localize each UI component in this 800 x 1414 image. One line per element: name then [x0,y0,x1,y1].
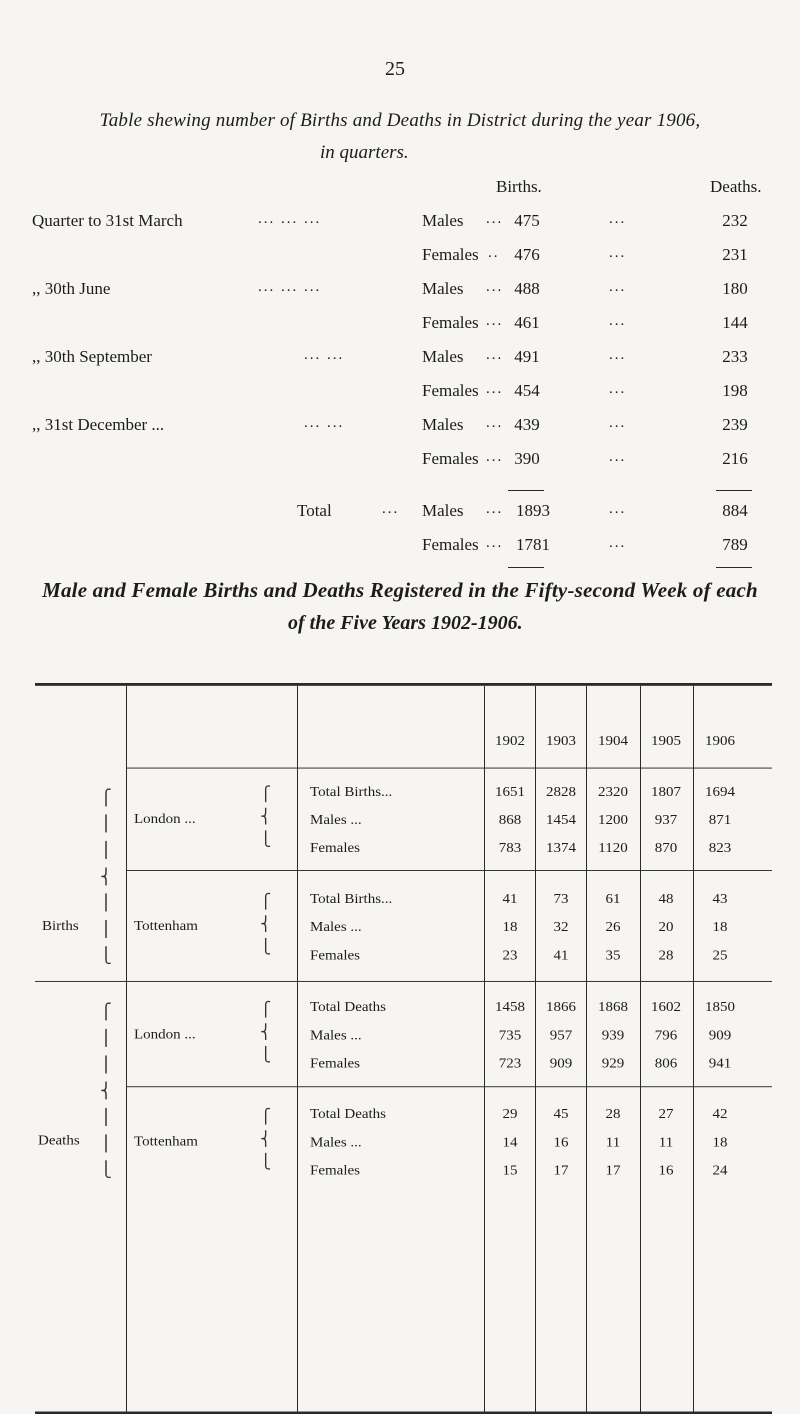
leader-dots: ... [486,347,503,364]
deaths-total: 789 [705,535,765,555]
quarter-label: Quarter to 31st March [32,211,183,231]
row-label: Females [310,948,360,964]
value-cell: 1458 [485,1000,535,1016]
births-value: 475 [497,211,557,231]
place-label: Tottenham [134,919,198,935]
value-cell: 1694 [695,785,745,801]
leader-dots: ... [486,415,503,432]
births-value: 439 [497,415,557,435]
births-value: 488 [497,279,557,299]
brace-icon: ⎧ ⎨ ⎩ [260,784,271,852]
leader-dots: ... [609,415,626,432]
column-line [297,686,298,1412]
value-cell: 1651 [485,785,535,801]
row-label: Females [310,841,360,857]
sex-label: Females [422,449,479,469]
value-cell: 41 [536,948,586,964]
leader-dots: ... [609,501,626,518]
births-value: 454 [497,381,557,401]
brace-icon: ⎧ ⎨ ⎩ [260,999,271,1067]
leader-dots: ... ... ... [258,279,321,296]
table2-title: Male and Female Births and Deaths Registered in the Fifty-second Week of each [0,578,800,603]
row-label: Total Deaths [310,1000,386,1016]
sex-label: Males [422,211,464,231]
value-cell: 43 [695,892,745,908]
row-label: Females [310,1056,360,1072]
value-cell: 937 [641,813,691,829]
value-cell: 723 [485,1056,535,1072]
table1-subtitle: in quarters. [320,142,409,164]
deaths-value: 239 [705,415,765,435]
value-cell: 17 [588,1163,638,1179]
year-header: 1906 [695,734,745,750]
leader-dots: ... [609,347,626,364]
row-separator [126,1086,772,1087]
total-label: Total [297,501,332,521]
value-cell: 1850 [695,1000,745,1016]
value-cell: 11 [641,1135,691,1151]
value-cell: 796 [641,1028,691,1044]
births-total: 1781 [503,535,563,555]
value-cell: 16 [536,1135,586,1151]
deaths-value: 198 [705,381,765,401]
deaths-value: 232 [705,211,765,231]
value-cell: 41 [485,892,535,908]
sex-label: Females [422,245,479,265]
value-cell: 1807 [641,785,691,801]
births-value: 461 [497,313,557,333]
leader-dots: ... [382,501,399,518]
sex-label: Males [422,501,464,521]
value-cell: 909 [536,1056,586,1072]
leader-dots: ... [609,211,626,228]
value-cell: 18 [695,920,745,936]
leader-dots: ... [609,245,626,262]
leader-dots: ... [609,449,626,466]
category-label: Deaths [38,1133,80,1149]
leader-dots: .. [488,245,500,262]
value-cell: 73 [536,892,586,908]
value-cell: 45 [536,1107,586,1123]
row-label: Males ... [310,813,362,829]
leader-dots: ... [486,501,503,518]
row-label: Males ... [310,1135,362,1151]
table-top-rule [35,683,772,686]
leader-dots: ... ... [304,347,344,364]
leader-dots: ... [609,381,626,398]
deaths-value: 233 [705,347,765,367]
value-cell: 871 [695,813,745,829]
deaths-header: Deaths. [710,177,761,197]
sex-label: Females [422,535,479,555]
sex-label: Males [422,279,464,299]
leader-dots: ... ... [304,415,344,432]
value-cell: 18 [485,920,535,936]
deaths-value: 216 [705,449,765,469]
row-label: Total Births... [310,892,392,908]
leader-dots: ... [486,313,503,330]
brace-icon: ⎧ ⎨ ⎩ [260,1106,271,1174]
births-value: 390 [497,449,557,469]
value-cell: 868 [485,813,535,829]
sex-label: Females [422,313,479,333]
brace-icon: ⎧ ⎪ ⎪ ⎨ ⎪ ⎪ ⎩ [100,1000,112,1184]
value-cell: 18 [695,1135,745,1151]
weekly-table [0,41,800,1353]
leader-dots: ... [609,279,626,296]
row-label: Females [310,1163,360,1179]
value-cell: 735 [485,1028,535,1044]
value-cell: 23 [485,948,535,964]
value-cell: 1868 [588,1000,638,1016]
value-cell: 14 [485,1135,535,1151]
row-separator [35,981,772,982]
value-cell: 939 [588,1028,638,1044]
column-line [586,686,587,1412]
value-cell: 941 [695,1056,745,1072]
sex-label: Males [422,415,464,435]
value-cell: 15 [485,1163,535,1179]
leader-dots: ... [486,381,503,398]
value-cell: 20 [641,920,691,936]
value-cell: 1120 [588,841,638,857]
births-total: 1893 [503,501,563,521]
place-label: London ... [134,1027,196,1043]
value-cell: 823 [695,841,745,857]
value-cell: 783 [485,841,535,857]
value-cell: 11 [588,1135,638,1151]
value-cell: 1602 [641,1000,691,1016]
value-cell: 42 [695,1107,745,1123]
quarter-label: ,, 31st December ... [32,415,164,435]
header-rule [126,768,772,769]
value-cell: 27 [641,1107,691,1123]
value-cell: 870 [641,841,691,857]
column-line [693,686,694,1412]
leader-dots: ... [486,449,503,466]
value-cell: 1200 [588,813,638,829]
place-label: Tottenham [134,1134,198,1150]
row-label: Males ... [310,920,362,936]
table2-subtitle: of the Five Years 1902-1906. [288,612,523,635]
column-line [126,686,127,1412]
row-label: Total Deaths [310,1107,386,1123]
deaths-total: 884 [705,501,765,521]
value-cell: 28 [641,948,691,964]
value-cell: 1866 [536,1000,586,1016]
year-header: 1903 [536,734,586,750]
deaths-value: 180 [705,279,765,299]
sex-label: Males [422,347,464,367]
value-cell: 48 [641,892,691,908]
leader-dots: ... [486,279,503,296]
value-cell: 24 [695,1163,745,1179]
leader-dots: ... [609,313,626,330]
brace-icon: ⎧ ⎪ ⎪ ⎨ ⎪ ⎪ ⎩ [100,785,112,969]
births-value: 491 [497,347,557,367]
row-separator [126,870,772,871]
value-cell: 32 [536,920,586,936]
year-header: 1902 [485,734,535,750]
value-cell: 61 [588,892,638,908]
value-cell: 957 [536,1028,586,1044]
leader-dots: ... [609,535,626,552]
value-cell: 909 [695,1028,745,1044]
category-label: Births [42,919,79,935]
row-label: Males ... [310,1028,362,1044]
year-header: 1905 [641,734,691,750]
births-header: Births. [496,177,542,197]
leader-dots: ... ... ... [258,211,321,228]
row-label: Total Births... [310,785,392,801]
value-cell: 29 [485,1107,535,1123]
value-cell: 929 [588,1056,638,1072]
leader-dots: ... [486,535,503,552]
page-number: 25 [385,58,405,81]
deaths-value: 231 [705,245,765,265]
value-cell: 25 [695,948,745,964]
value-cell: 16 [641,1163,691,1179]
value-cell: 26 [588,920,638,936]
brace-icon: ⎧ ⎨ ⎩ [260,891,271,959]
value-cell: 806 [641,1056,691,1072]
leader-dots: ... [486,211,503,228]
value-cell: 17 [536,1163,586,1179]
deaths-value: 144 [705,313,765,333]
value-cell: 1454 [536,813,586,829]
value-cell: 1374 [536,841,586,857]
value-cell: 2828 [536,785,586,801]
value-cell: 28 [588,1107,638,1123]
year-header: 1904 [588,734,638,750]
table1-title: Table shewing number of Births and Deaths in District during the year 1906, [0,110,800,132]
value-cell: 2320 [588,785,638,801]
sex-label: Females [422,381,479,401]
quarter-label: ,, 30th June [32,279,110,299]
quarter-label: ,, 30th September [32,347,152,367]
value-cell: 35 [588,948,638,964]
place-label: London ... [134,812,196,828]
births-value: 476 [497,245,557,265]
